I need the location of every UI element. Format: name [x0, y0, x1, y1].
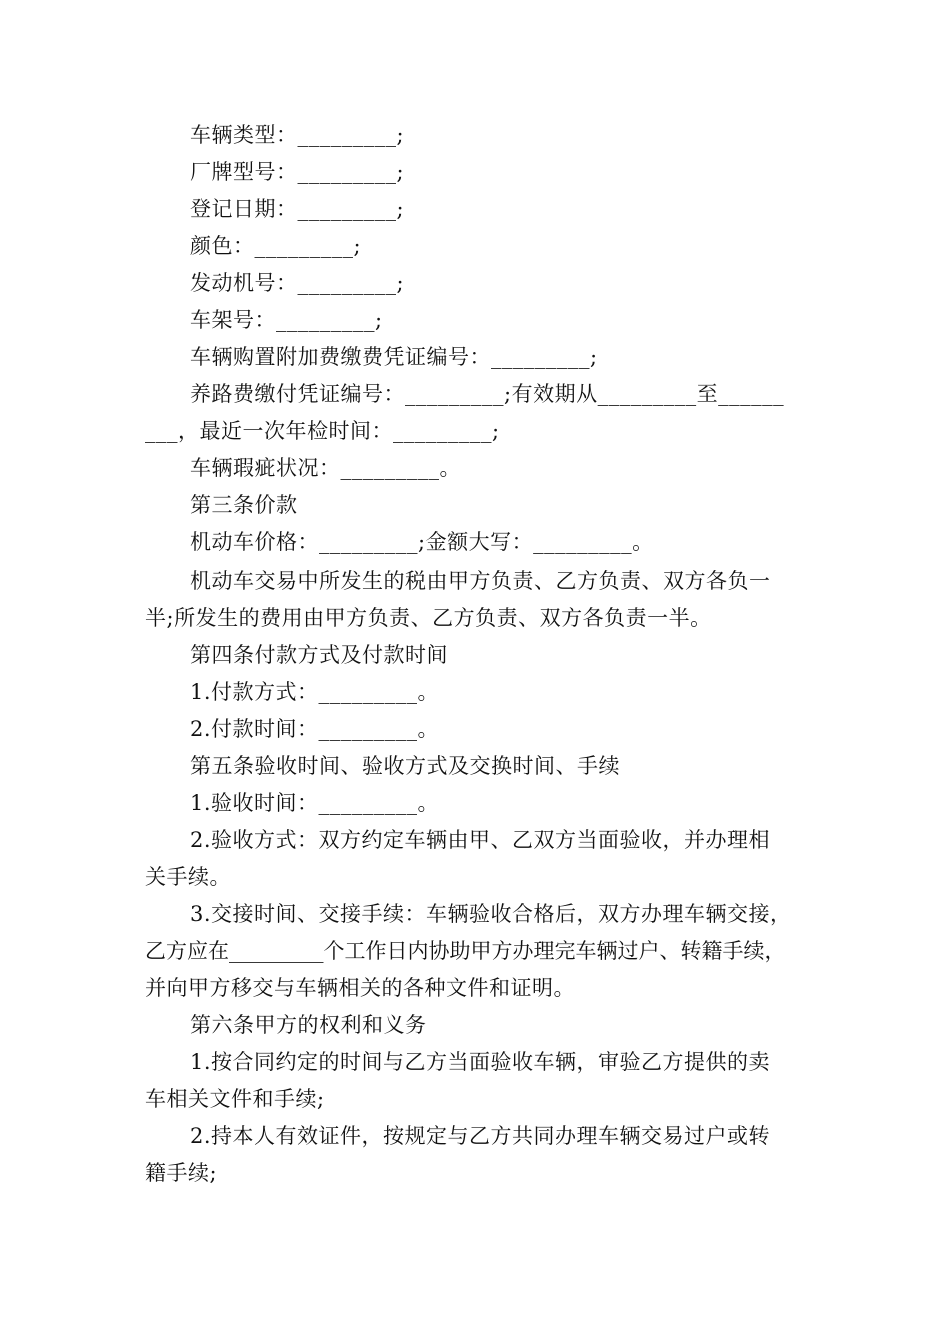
paragraph-right2-line2: 籍手续;	[145, 1161, 218, 1185]
paragraph-handover-line1: 3.交接时间、交接手续：车辆验收合格后，双方办理车辆交接，	[190, 902, 792, 926]
field-registration-date: 登记日期：_________;	[190, 197, 405, 221]
field-vehicle-defects: 车辆瑕疵状况：_________。	[190, 456, 461, 480]
field-vehicle-price: 机动车价格：_________;金额大写：_________。	[190, 530, 654, 554]
section-heading-acceptance: 第五条验收时间、验收方式及交换时间、手续	[190, 754, 620, 778]
paragraph-tax-line1: 机动车交易中所发生的税由甲方负责、乙方负责、双方各负一	[190, 569, 771, 593]
field-brand-model: 厂牌型号：_________;	[190, 160, 405, 184]
paragraph-acceptance-method-line2: 关手续。	[145, 865, 231, 889]
field-payment-time: 2.付款时间：_________。	[190, 717, 440, 741]
paragraph-right1-line2: 车相关文件和手续;	[145, 1087, 325, 1111]
paragraph-right1-line1: 1.按合同约定的时间与乙方当面验收车辆，审验乙方提供的卖	[190, 1050, 771, 1074]
field-acceptance-time: 1.验收时间：_________。	[190, 791, 440, 815]
paragraph-handover-line3: 并向甲方移交与车辆相关的各种文件和证明。	[145, 976, 575, 1000]
section-heading-price: 第三条价款	[190, 493, 298, 517]
field-road-fee-voucher-cont: ___，最近一次年检时间：_________;	[145, 419, 500, 443]
field-purchase-tax-voucher: 车辆购置附加费缴费凭证编号：_________;	[190, 345, 598, 369]
field-payment-method: 1.付款方式：_________。	[190, 680, 440, 704]
paragraph-acceptance-method-line1: 2.验收方式：双方约定车辆由甲、乙双方当面验收，并办理相	[190, 828, 771, 852]
field-road-fee-voucher: 养路费缴付凭证编号：_________;有效期从_________至______	[190, 382, 785, 406]
field-frame-number: 车架号：_________;	[190, 308, 383, 332]
section-heading-payment: 第四条付款方式及付款时间	[190, 643, 448, 667]
paragraph-tax-line2: 半;所发生的费用由甲方负责、乙方负责、双方各负责一半。	[145, 606, 712, 630]
paragraph-right2-line1: 2.持本人有效证件，按规定与乙方共同办理车辆交易过户或转	[190, 1124, 771, 1148]
field-color: 颜色：_________;	[190, 234, 362, 258]
section-heading-party-a-rights: 第六条甲方的权利和义务	[190, 1013, 427, 1037]
field-vehicle-type: 车辆类型：_________;	[190, 123, 405, 147]
paragraph-handover-line2: 乙方应在_________个工作日内协助甲方办理完车辆过户、转籍手续，	[145, 939, 786, 963]
field-engine-number: 发动机号：_________;	[190, 271, 405, 295]
